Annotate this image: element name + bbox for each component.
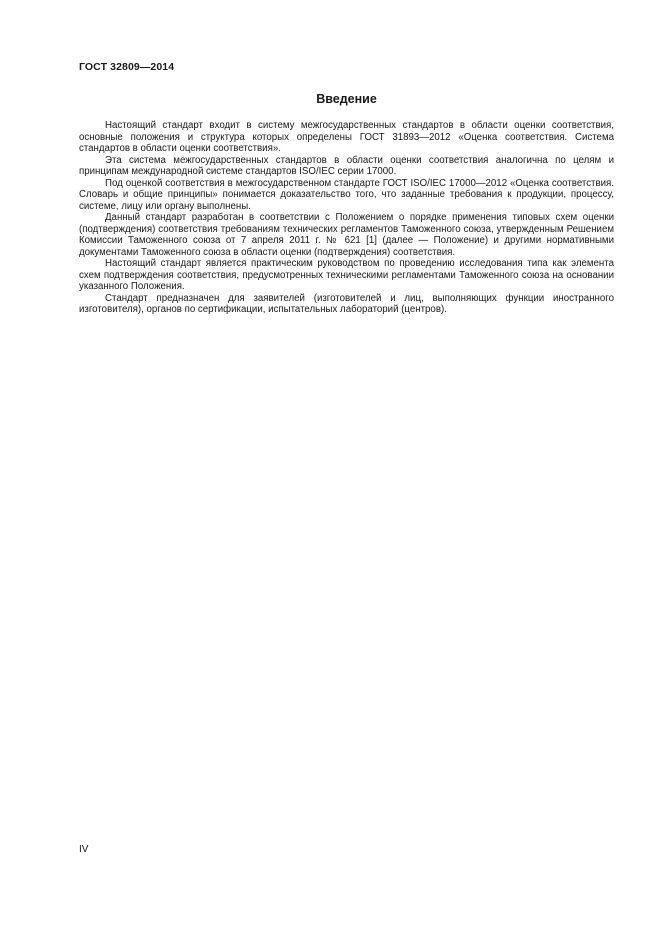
paragraph: Настоящий стандарт входит в систему межгосударственных стандартов в области оценки соответствия, основные положения и структура которых определены ГОСТ 31893—2012 «Оценка соответствия. Система стандартов в области оценки соответствия». [79,120,614,154]
page-number: IV [79,844,89,855]
paragraph: Настоящий стандарт является практическим руководством по проведению исследования типа как элемента схем подтверждения соответствия, предусмотренных техническими регламентами Таможенного союза на основании указанного Положения. [79,258,614,292]
document-header: ГОСТ 32809—2014 [79,61,175,73]
paragraph: Под оценкой соответствия в межгосударственном стандарте ГОСТ ISO/IEC 17000—2012 «Оценка соответствия. Словарь и общие принципы» понимается доказательство того, что заданные требования к продукции, процессу, системе, лицу или органу выполнены. [79,177,614,212]
document-body [79,120,614,316]
paragraph: Стандарт предназначен для заявителей (изготовителей и лиц, выполняющих функции иностранного изготовителя), органов по сертификации, испытательных лабораторий (центров). [79,292,614,315]
paragraph: Эта система межгосударственных стандартов в области оценки соответствия аналогична по целям и принципам международной системе стандартов ISO/IEC серии 17000. [79,154,614,177]
paragraph: Данный стандарт разработан в соответствии с Положением о порядке применения типовых схем оценки (подтверждения) соответствия требованиям технических регламентов Таможенного союза, утвержденным Решением Комиссии Таможенного союза от 7 апреля 2011 г. № 621 [1] (далее — Положение) и другими нормативными документами Таможенного союза в области оценки (подтверждения) соответствия. [79,212,614,258]
section-title: Введение [316,92,377,106]
